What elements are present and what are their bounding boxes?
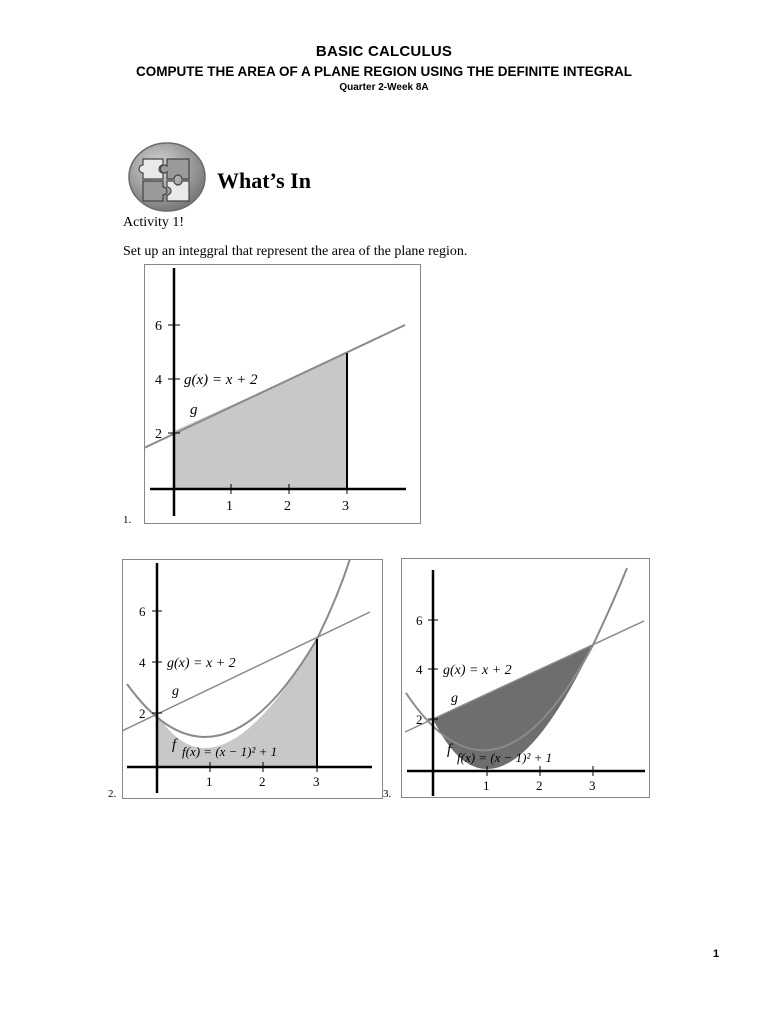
graph-3-number: 3. — [383, 788, 392, 800]
graph-3 — [401, 558, 650, 798]
x-tick-3: 3 — [589, 778, 596, 793]
g-function-label: g(x) = x + 2 — [167, 656, 236, 671]
x-tick-1: 1 — [226, 499, 233, 514]
g-function-label: g(x) = x + 2 — [184, 372, 258, 388]
y-tick-4: 4 — [416, 662, 423, 677]
y-tick-2: 2 — [139, 706, 146, 721]
y-tick-6: 6 — [416, 613, 423, 628]
x-tick-2: 2 — [284, 499, 291, 514]
graph-1-number: 1. — [123, 514, 132, 526]
section-heading: What’s In — [217, 168, 311, 193]
g-function-label: g(x) = x + 2 — [443, 663, 512, 678]
y-tick-6: 6 — [155, 319, 162, 334]
x-tick-3: 3 — [342, 499, 349, 514]
g-letter: g — [190, 402, 198, 418]
graph-1 — [144, 264, 421, 524]
quarter-week-label: Quarter 2-Week 8A — [339, 82, 429, 93]
g-letter: g — [451, 691, 458, 706]
y-tick-2: 2 — [416, 712, 423, 727]
f-letter: f — [447, 742, 452, 758]
x-tick-1: 1 — [206, 774, 213, 789]
x-tick-2: 2 — [536, 778, 543, 793]
f-function-label: f(x) = (x − 1)² + 1 — [457, 750, 553, 765]
puzzle-icon — [127, 141, 207, 213]
page-number: 1 — [713, 948, 720, 960]
activity-label: Activity 1! — [123, 215, 185, 230]
instruction-text: Set up an integgral that represent the area of the plane region. — [123, 244, 468, 259]
y-tick-4: 4 — [155, 373, 162, 388]
f-letter: f — [172, 737, 177, 753]
f-function-label: f(x) = (x − 1)² + 1 — [182, 744, 278, 759]
x-tick-2: 2 — [259, 774, 266, 789]
document-title: BASIC CALCULUS — [315, 43, 453, 60]
y-tick-2: 2 — [155, 427, 162, 442]
document-subtitle: COMPUTE THE AREA OF A PLANE REGION USING THE DEFINITE INTEGRAL — [135, 64, 632, 79]
x-tick-3: 3 — [313, 774, 320, 789]
graph-2 — [122, 559, 383, 799]
g-letter: g — [172, 684, 179, 699]
x-tick-1: 1 — [483, 778, 490, 793]
y-tick-6: 6 — [139, 604, 146, 619]
graph-2-number: 2. — [108, 788, 117, 800]
y-tick-4: 4 — [139, 655, 146, 670]
